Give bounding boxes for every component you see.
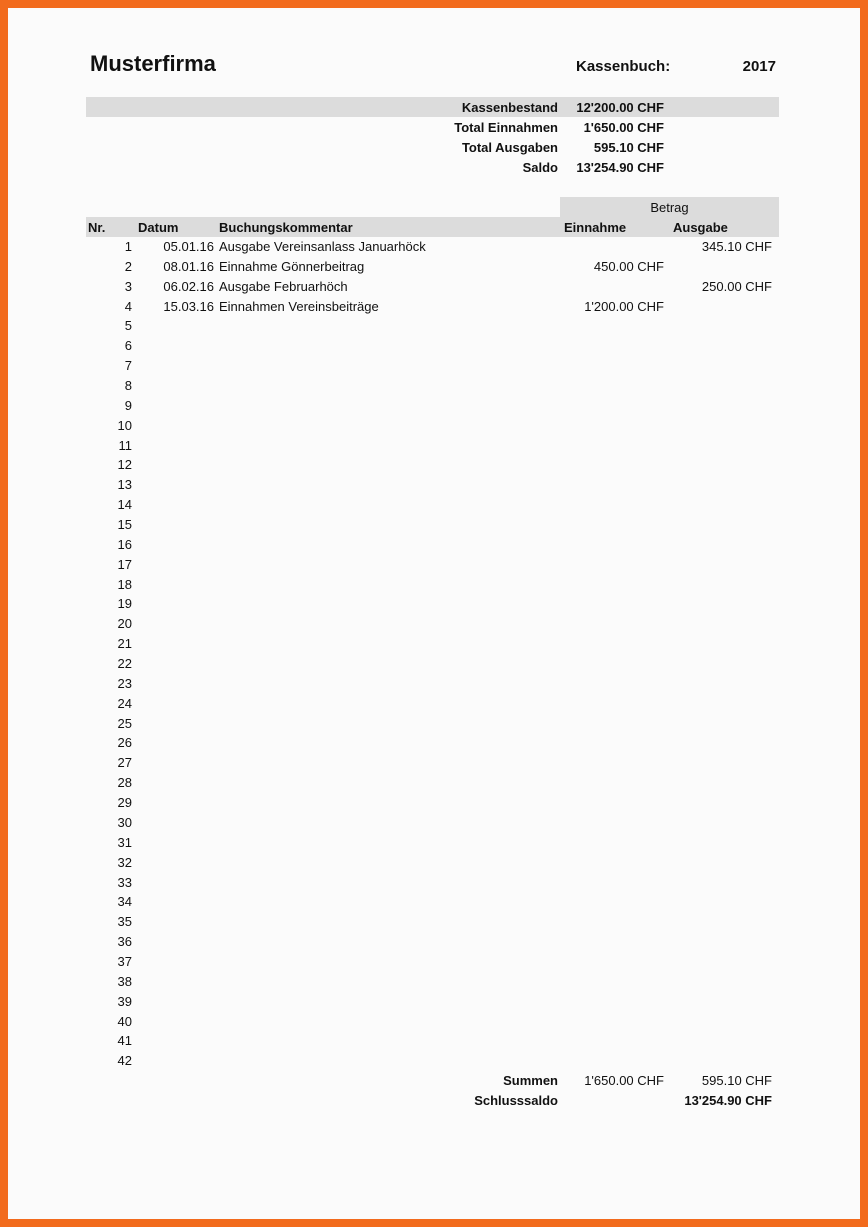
table-row bbox=[86, 873, 779, 893]
row-number: 39 bbox=[117, 993, 132, 1009]
betrag-label: Betrag bbox=[650, 200, 689, 215]
summen-row bbox=[86, 1070, 779, 1090]
table-row bbox=[86, 336, 779, 356]
table-row bbox=[86, 297, 779, 317]
row-number: 15 bbox=[117, 517, 132, 533]
table-row bbox=[86, 733, 779, 753]
summary-label: Total Einnahmen bbox=[454, 120, 558, 135]
column-header-nr: Nr. bbox=[88, 220, 106, 235]
table-row bbox=[86, 396, 779, 416]
table-header bbox=[86, 217, 779, 237]
table-row bbox=[86, 316, 779, 336]
row-number: 23 bbox=[117, 675, 132, 691]
row-einnahme: 1'200.00 CHF bbox=[584, 298, 664, 314]
row-number: 2 bbox=[124, 258, 132, 274]
row-ausgabe: 250.00 CHF bbox=[701, 278, 772, 294]
table-row bbox=[86, 793, 779, 813]
row-number: 40 bbox=[117, 1013, 132, 1029]
row-number: 3 bbox=[124, 278, 132, 294]
row-number: 41 bbox=[117, 1033, 132, 1049]
table-row bbox=[86, 237, 779, 257]
summary-value: 1'650.00 CHF bbox=[583, 120, 664, 135]
kassenbuch-label: Kassenbuch: bbox=[576, 58, 671, 75]
row-einnahme: 450.00 CHF bbox=[593, 258, 664, 274]
table-row bbox=[86, 773, 779, 793]
row-number: 33 bbox=[117, 874, 132, 890]
table-row bbox=[86, 356, 779, 376]
row-number: 9 bbox=[124, 397, 132, 413]
table-row bbox=[86, 892, 779, 912]
table-row bbox=[86, 932, 779, 952]
row-number: 31 bbox=[117, 834, 132, 850]
table-row bbox=[86, 436, 779, 456]
table-row bbox=[86, 654, 779, 674]
table-row bbox=[86, 614, 779, 634]
summary-row-total-ausgaben bbox=[86, 137, 779, 157]
row-ausgabe: 345.10 CHF bbox=[701, 239, 772, 254]
column-header-einnahme: Einnahme bbox=[564, 220, 627, 235]
row-number: 28 bbox=[117, 775, 132, 791]
row-number: 8 bbox=[124, 378, 132, 394]
table-row bbox=[86, 992, 779, 1012]
row-number: 17 bbox=[117, 556, 132, 572]
row-comment: Einnahme Gönnerbeitrag bbox=[219, 258, 365, 274]
row-number: 36 bbox=[117, 934, 132, 950]
table-body bbox=[86, 237, 779, 1071]
summary-label: Saldo bbox=[522, 160, 558, 175]
row-number: 11 bbox=[118, 437, 132, 453]
row-number: 30 bbox=[117, 814, 132, 830]
row-number: 7 bbox=[124, 358, 132, 374]
summary-row-total-einnahmen bbox=[86, 117, 779, 137]
table-row bbox=[86, 594, 779, 614]
row-number: 26 bbox=[117, 735, 132, 751]
table-row bbox=[86, 1012, 779, 1032]
table-row bbox=[86, 912, 779, 932]
row-number: 27 bbox=[117, 755, 132, 771]
table-row bbox=[86, 972, 779, 992]
row-number: 6 bbox=[124, 338, 132, 354]
row-number: 16 bbox=[117, 536, 132, 552]
table-row bbox=[86, 535, 779, 555]
row-number: 14 bbox=[117, 497, 132, 513]
row-number: 42 bbox=[117, 1053, 132, 1069]
summary-value: 595.10 CHF bbox=[593, 140, 664, 155]
document-page bbox=[8, 8, 860, 1219]
schlusssaldo-value: 13'254.90 CHF bbox=[684, 1093, 772, 1108]
table-row bbox=[86, 694, 779, 714]
row-date: 15.03.16 bbox=[163, 298, 214, 314]
row-number: 19 bbox=[117, 596, 132, 612]
table-row bbox=[86, 1051, 779, 1071]
column-header-ausgabe: Ausgabe bbox=[673, 220, 728, 235]
betrag-group-header bbox=[560, 197, 779, 217]
row-number: 38 bbox=[117, 973, 132, 989]
table-row bbox=[86, 277, 779, 297]
table-row bbox=[86, 753, 779, 773]
summary-label: Kassenbestand bbox=[461, 100, 558, 115]
table-row bbox=[86, 416, 779, 436]
summary-value: 12'200.00 CHF bbox=[576, 100, 664, 115]
row-number: 25 bbox=[117, 715, 132, 731]
row-number: 4 bbox=[124, 298, 132, 314]
table-row bbox=[86, 634, 779, 654]
row-number: 29 bbox=[117, 795, 132, 811]
table-row bbox=[86, 575, 779, 595]
table-row bbox=[86, 515, 779, 535]
row-comment: Ausgabe Februarhöch bbox=[219, 278, 348, 294]
row-number: 20 bbox=[117, 616, 132, 632]
summary-value: 13'254.90 CHF bbox=[576, 160, 664, 175]
table-row bbox=[86, 674, 779, 694]
schlusssaldo-row bbox=[86, 1090, 779, 1110]
table-row bbox=[86, 714, 779, 734]
row-number: 10 bbox=[117, 417, 132, 433]
kassenbuch-year: 2017 bbox=[742, 58, 776, 75]
table-row bbox=[86, 455, 779, 475]
summen-einnahme: 1'650.00 CHF bbox=[584, 1073, 664, 1088]
row-date: 05.01.16 bbox=[163, 239, 214, 254]
summen-label: Summen bbox=[503, 1073, 558, 1088]
table-row bbox=[86, 257, 779, 277]
row-comment: Ausgabe Vereinsanlass Januarhöck bbox=[219, 239, 426, 254]
row-number: 1 bbox=[124, 239, 132, 254]
row-number: 21 bbox=[117, 636, 132, 652]
summary-row-kassenbestand bbox=[86, 97, 779, 117]
column-header-datum: Datum bbox=[138, 220, 179, 235]
row-comment: Einnahmen Vereinsbeiträge bbox=[219, 298, 379, 314]
row-number: 32 bbox=[117, 854, 132, 870]
column-header-kommentar: Buchungskommentar bbox=[219, 220, 353, 235]
table-row bbox=[86, 833, 779, 853]
row-number: 22 bbox=[117, 656, 132, 672]
table-row bbox=[86, 376, 779, 396]
table-row bbox=[86, 555, 779, 575]
row-number: 34 bbox=[117, 894, 132, 910]
row-number: 24 bbox=[117, 695, 132, 711]
row-number: 13 bbox=[117, 477, 132, 493]
summen-ausgabe: 595.10 CHF bbox=[701, 1073, 772, 1088]
summary-label: Total Ausgaben bbox=[461, 140, 558, 155]
table-row bbox=[86, 813, 779, 833]
table-row bbox=[86, 475, 779, 495]
table-row bbox=[86, 853, 779, 873]
table-row bbox=[86, 1031, 779, 1051]
company-title: Musterfirma bbox=[90, 51, 216, 76]
row-number: 5 bbox=[124, 318, 132, 334]
table-row bbox=[86, 952, 779, 972]
summary-row-saldo bbox=[86, 157, 779, 177]
table-row bbox=[86, 495, 779, 515]
row-number: 37 bbox=[117, 953, 132, 969]
row-number: 35 bbox=[117, 914, 132, 930]
row-date: 06.02.16 bbox=[163, 278, 214, 294]
row-number: 18 bbox=[117, 576, 132, 592]
row-date: 08.01.16 bbox=[163, 258, 214, 274]
row-number: 12 bbox=[117, 457, 132, 473]
schlusssaldo-label: Schlusssaldo bbox=[474, 1093, 558, 1108]
